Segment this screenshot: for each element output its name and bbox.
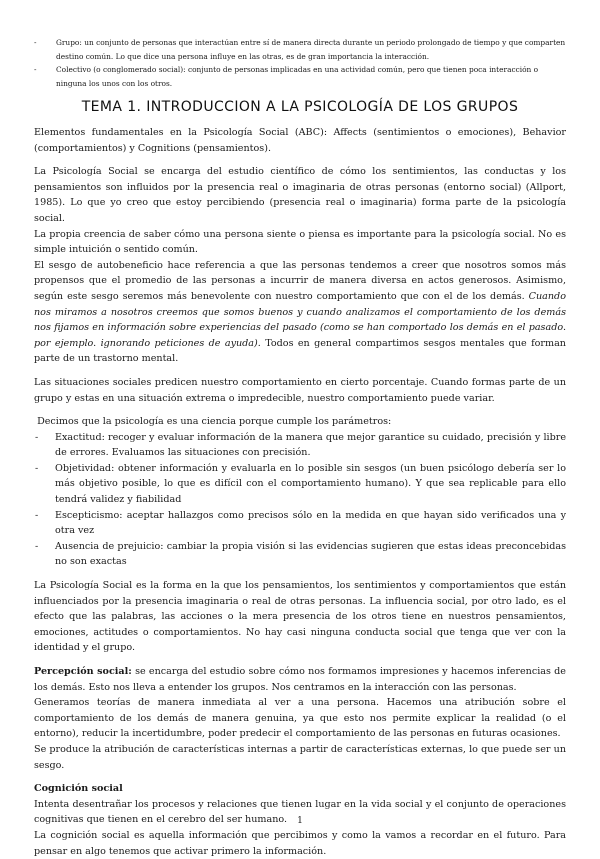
bias-italic-note: Cuando nos miramos a nosotros creemos que somos buenos y cuando analizamos el comportamiento de los demás nos fijamos en información sobre experiencias del pasado (como se han comportado los demás en el pasado. por ejemplo. ignorando peticiones de ayuda). (34, 290, 566, 349)
cognition-paragraph-2: La cognición social es aquella información que percibimos y como la vamos a recordar en el futuro. Para pensar en algo tenemos que activar primero la información. (34, 829, 566, 857)
perception-paragraph-2: Generamos teorías de manera inmediata al ver a una persona. Hacemos una atribución sobre el comportamiento de los demás de manera genuina, ya que esto nos permite explicar la realidad (o el entorno), reducir la incertidumbre, poder predecir el comportamiento de las personas en futuras ocasiones. (34, 697, 566, 740)
list-item: - Escepticismo: aceptar hallazgos como precisos sólo en la medida en que hayan sido verificados una y otra vez (35, 509, 566, 537)
belief-paragraph: La propia creencia de saber cómo una persona siente o piensa es importante para la psicología social. No es simple intuición o sentido común. (34, 228, 566, 256)
document-page (34, 36, 566, 859)
social-psychology-paragraph: La Psicología Social se encarga del estudio científico de cómo los sentimientos, las conductas y los pensamientos son influidos por la presencia real o imaginaria de otras personas (entorno social) (Allport, 1985). Lo que yo creo que estoy percibiendo (presencia real o imaginaria) forma parte de la psicología social. (34, 166, 566, 224)
colectivo-definition: Colectivo (o conglomerado social): conjunto de personas implicadas en una actividad común, pero que tienen poca interacción o ninguna los unos con los otros. (56, 65, 539, 88)
perception-paragraph: Percepción social: se encarga del estudio sobre cómo nos formamos impresiones y hacemos inferencias de los demás. Esto nos lleva a entender los grupos. Nos centramos en la interacción con las personas. (34, 666, 566, 693)
science-parameters-list (34, 430, 566, 570)
list-item: - Objetividad: obtener información y evaluarla en lo posible sin sesgos (un buen psicólogo debería ser lo más objetivo posible, lo que es difícil con el comportamiento humano). Y que sea replicable para ello tendrá validez y fiabilidad (35, 462, 566, 506)
definition-paragraph: La Psicología Social es la forma en la que los pensamientos, los sentimientos y comportamientos que están influenciados por la presencia imaginaria o real de otras personas. La influencia social, por otro lado, es el efecto que las palabras, las acciones o la mera presencia de los otros tiene en nuestros pensamientos, emociones, actitudes o comportamientos. No hay casi ninguna conducta social que tenga que ver con la identidad y el grupo. (34, 580, 566, 654)
list-item: - Colectivo (o conglomerado social): conjunto de personas implicadas en una actividad común, pero que tienen poca interacción o ninguna los unos con los otros. (34, 65, 539, 88)
page-number: 1 (297, 816, 303, 826)
perception-paragraph-3: Se produce la atribución de características internas a partir de características externas, lo que puede ser un sesgo. (34, 743, 566, 771)
science-paragraph: Decimos que la psicología es una ciencia porque cumple los parámetros: (37, 416, 392, 428)
list-item: - Ausencia de prejuicio: cambiar la propia visión si las evidencias sugieren que estas ideas preconcebidas no son exactas (35, 540, 566, 568)
page-title: TEMA 1. INTRODUCCION A LA PSICOLOGÍA DE LOS GRUPOS (81, 99, 519, 115)
list-item: - Grupo: un conjunto de personas que interactúan entre sí de manera directa durante un periodo prolongado de tiempo y que comparten destino común. Lo que dice una persona influye en las otras, es de gran importancia la interacción. (34, 38, 566, 61)
elements-paragraph: Elementos fundamentales en la Psicología Social (ABC): Affects (sentimientos o emociones), Behavior (comportamientos) y Cognitions (pensamientos). (34, 127, 566, 154)
grupo-definition: Grupo: un conjunto de personas que interactúan entre sí de manera directa durante un periodo prolongado de tiempo y que comparten destino común. Lo que dice una persona influye en las otras, es de gran importancia la interacción. (56, 38, 566, 61)
bias-paragraph: El sesgo de autobeneficio hace referencia a que las personas tendemos a creer que nosotros somos más propensos que el promedio de las personas a incurrir de manera diversa en actos generosos. Asimismo, según este sesgo seremos más benevolente con nuestro comportamiento que con el de los demás. Cuando nos miramos a nosotros creemos que somos buenos y cuando analizamos el comportamiento de los demás nos fijamos en información sobre experiencias del pasado (como se han comportado los demás en el pasado. por ejemplo. ignorando peticiones de ayuda). Todos en general compartimos sesgos mentales que forman parte de un trastorno mental. (34, 259, 566, 365)
list-item: - Exactitud: recoger y evaluar información de la manera que mejor garantice su cuidado, precisión y libre de errores. Evaluamos las situaciones con precisión. (35, 431, 566, 459)
perception-heading: Percepción social: (34, 666, 132, 677)
cognition-heading: Cognición social (34, 783, 123, 795)
intro-definitions-list (34, 36, 566, 90)
situations-paragraph: Las situaciones sociales predicen nuestro comportamiento en cierto porcentaje. Cuando formas parte de un grupo y estas en una situación extrema o impredecible, nuestro comportamiento puede variar. (34, 376, 566, 404)
cognition-paragraph-1: Intenta desentrañar los procesos y relaciones que tienen lugar en la vida social y el conjunto de operaciones cognitivas que tienen en el cerebro del ser humano. (34, 798, 566, 826)
